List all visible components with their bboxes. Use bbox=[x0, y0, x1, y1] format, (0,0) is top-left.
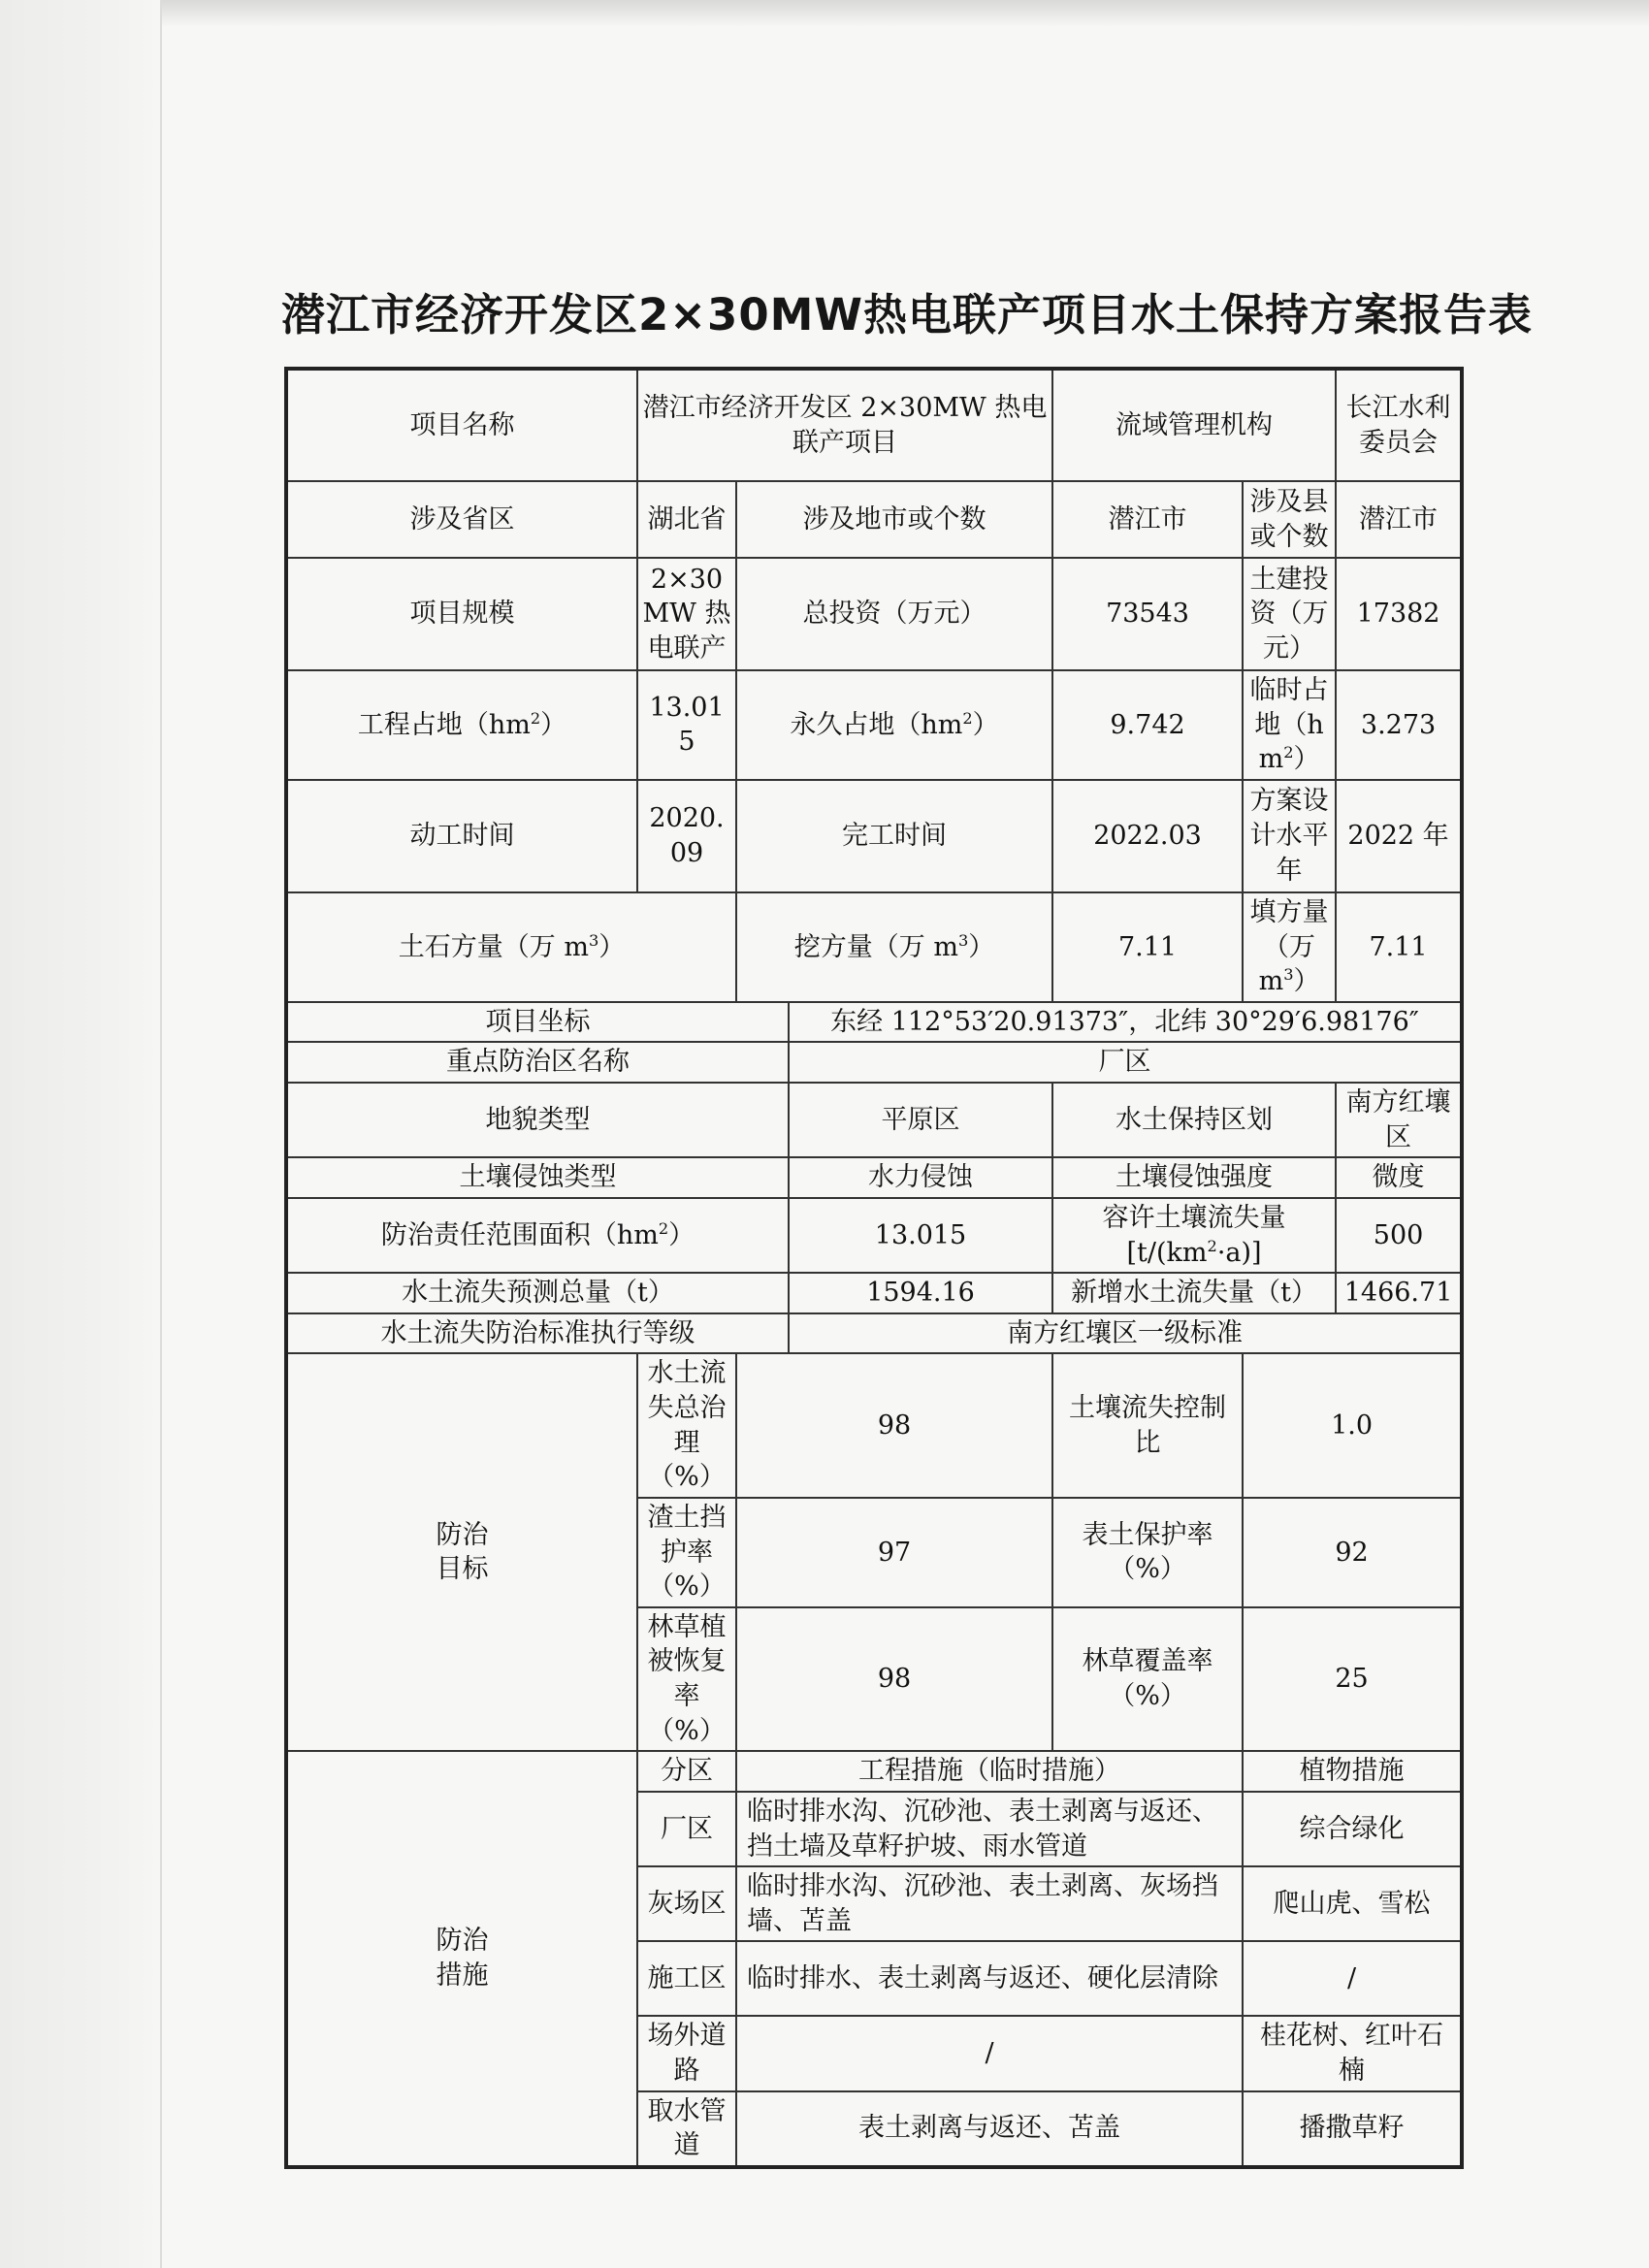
row-land bbox=[286, 670, 1462, 780]
value-city: 潜江市 bbox=[1052, 481, 1243, 558]
measure-engineering: 临时排水沟、沉砂池、表土剥离与返还、挡土墙及草籽护坡、雨水管道 bbox=[736, 1792, 1243, 1866]
value-key-zone: 厂区 bbox=[789, 1042, 1462, 1083]
header-engineering: 工程措施（临时措施） bbox=[736, 1751, 1243, 1792]
row-schedule bbox=[286, 780, 1462, 892]
measure-plant: / bbox=[1243, 1941, 1462, 2016]
target-value: 1.0 bbox=[1243, 1353, 1462, 1498]
target-name: 林草覆盖率（%） bbox=[1052, 1607, 1243, 1752]
label-responsibility-area: 防治责任范围面积$(hm^2)$ bbox=[286, 1198, 789, 1273]
label-civil-investment: 土建投资（万元） bbox=[1243, 558, 1336, 670]
value-permanent-land: 9.742 bbox=[1052, 670, 1243, 780]
row-province bbox=[286, 481, 1462, 558]
label-allowable-loss: 容许土壤流失量 $[t/(km^2\cdot a)]$ bbox=[1052, 1198, 1336, 1273]
value-loss-forecast: 1594.16 bbox=[789, 1273, 1052, 1313]
target-name: 水土流失总治理（%） bbox=[637, 1353, 736, 1498]
header-plant: 植物措施 bbox=[1243, 1751, 1462, 1792]
value-erosion-intensity: 微度 bbox=[1336, 1157, 1462, 1198]
label-coordinates: 项目坐标 bbox=[286, 1002, 789, 1043]
row-coordinates bbox=[286, 1002, 1462, 1043]
value-responsibility-area: 13.015 bbox=[789, 1198, 1052, 1273]
label-project-name: 项目名称 bbox=[286, 369, 637, 481]
label-design-year: 方案设计水平年 bbox=[1243, 780, 1336, 892]
row-earthwork bbox=[286, 892, 1462, 1002]
measure-plant: 爬山虎、雪松 bbox=[1243, 1866, 1462, 1941]
value-total-investment: 73543 bbox=[1052, 558, 1243, 670]
value-county: 潜江市 bbox=[1336, 481, 1462, 558]
target-name: 土壤流失控制比 bbox=[1052, 1353, 1243, 1498]
row-project-name bbox=[286, 369, 1462, 481]
label-fill: 填方量（万 $m^3$） bbox=[1243, 892, 1336, 1002]
report-table bbox=[284, 367, 1464, 2169]
value-province: 湖北省 bbox=[637, 481, 736, 558]
row-scale bbox=[286, 558, 1462, 670]
label-total-investment: 总投资（万元） bbox=[736, 558, 1052, 670]
measure-zone: 厂区 bbox=[637, 1792, 736, 1866]
measure-plant: 综合绿化 bbox=[1243, 1792, 1462, 1866]
label-conservation-zone: 水土保持区划 bbox=[1052, 1083, 1336, 1157]
target-row bbox=[286, 1353, 1462, 1498]
measure-plant: 播撒草籽 bbox=[1243, 2091, 1462, 2167]
label-landform: 地貌类型 bbox=[286, 1083, 789, 1157]
target-value: 98 bbox=[736, 1353, 1052, 1498]
label-new-loss: 新增水土流失量（t） bbox=[1052, 1273, 1336, 1313]
value-conservation-zone: 南方红壤区 bbox=[1336, 1083, 1462, 1157]
label-earthwork: 土石方量（万 $m^3$） bbox=[286, 892, 736, 1002]
label-start-date: 动工时间 bbox=[286, 780, 637, 892]
row-loss-forecast bbox=[286, 1273, 1462, 1313]
target-name: 渣土挡护率（%） bbox=[637, 1498, 736, 1607]
value-finish-date: 2022.03 bbox=[1052, 780, 1243, 892]
target-value: 98 bbox=[736, 1607, 1052, 1752]
label-temporary-land: 临时占地$(hm^2)$ bbox=[1243, 670, 1336, 780]
label-land-area: 工程占地$(hm^2)$ bbox=[286, 670, 637, 780]
measure-engineering: 临时排水、表土剥离与返还、硬化层清除 bbox=[736, 1941, 1243, 2016]
value-fill: 7.11 bbox=[1336, 892, 1462, 1002]
value-new-loss: 1466.71 bbox=[1336, 1273, 1462, 1313]
label-scale: 项目规模 bbox=[286, 558, 637, 670]
label-basin-agency: 流域管理机构 bbox=[1052, 369, 1336, 481]
measure-zone: 场外道路 bbox=[637, 2016, 736, 2090]
value-start-date: 2020.09 bbox=[637, 780, 736, 892]
label-city: 涉及地市或个数 bbox=[736, 481, 1052, 558]
value-landform: 平原区 bbox=[789, 1083, 1052, 1157]
label-key-zone: 重点防治区名称 bbox=[286, 1042, 789, 1083]
scan-top-shadow bbox=[0, 0, 1649, 27]
value-project-name: 潜江市经济开发区 2×30MW 热电联产项目 bbox=[637, 369, 1052, 481]
value-land-area: 13.015 bbox=[637, 670, 736, 780]
scan-left-shadow bbox=[0, 0, 160, 2268]
target-value: 92 bbox=[1243, 1498, 1462, 1607]
target-name: 林草植被恢复率（%） bbox=[637, 1607, 736, 1752]
target-value: 97 bbox=[736, 1498, 1052, 1607]
measure-zone: 灰场区 bbox=[637, 1866, 736, 1941]
target-value: 25 bbox=[1243, 1607, 1462, 1752]
value-basin-agency: 长江水利委员会 bbox=[1336, 369, 1462, 481]
value-civil-investment: 17382 bbox=[1336, 558, 1462, 670]
label-targets: 防治目标 bbox=[286, 1353, 637, 1751]
row-landform bbox=[286, 1083, 1462, 1157]
measure-engineering: 临时排水沟、沉砂池、表土剥离、灰场挡墙、苫盖 bbox=[736, 1866, 1243, 1941]
measure-zone: 施工区 bbox=[637, 1941, 736, 2016]
label-excavation: 挖方量（万 $m^3$） bbox=[736, 892, 1052, 1002]
row-key-zone bbox=[286, 1042, 1462, 1083]
measure-plant: 桂花树、红叶石楠 bbox=[1243, 2016, 1462, 2090]
value-allowable-loss: 500 bbox=[1336, 1198, 1462, 1273]
page-title: 潜江市经济开发区2×30MW热电联产项目水土保持方案报告表 bbox=[281, 289, 1534, 340]
measure-engineering: 表土剥离与返还、苫盖 bbox=[736, 2091, 1243, 2167]
value-erosion-type: 水力侵蚀 bbox=[789, 1157, 1052, 1198]
label-measures: 防治措施 bbox=[286, 1751, 637, 2167]
row-responsibility bbox=[286, 1198, 1462, 1273]
label-erosion-intensity: 土壤侵蚀强度 bbox=[1052, 1157, 1336, 1198]
scan-fold-line bbox=[160, 0, 162, 2268]
label-province: 涉及省区 bbox=[286, 481, 637, 558]
label-erosion-type: 土壤侵蚀类型 bbox=[286, 1157, 789, 1198]
measure-engineering: / bbox=[736, 2016, 1243, 2090]
row-erosion-type bbox=[286, 1157, 1462, 1198]
value-excavation: 7.11 bbox=[1052, 892, 1243, 1002]
value-design-year: 2022 年 bbox=[1336, 780, 1462, 892]
value-coordinates: 东经 112°53′20.91373″，北纬 30°29′6.98176″ bbox=[789, 1002, 1462, 1043]
value-scale: 2×30MW 热电联产 bbox=[637, 558, 736, 670]
measure-zone: 取水管道 bbox=[637, 2091, 736, 2167]
value-temporary-land: 3.273 bbox=[1336, 670, 1462, 780]
label-standard: 水土流失防治标准执行等级 bbox=[286, 1313, 789, 1354]
label-county: 涉及县或个数 bbox=[1243, 481, 1336, 558]
row-standard bbox=[286, 1313, 1462, 1354]
header-zone: 分区 bbox=[637, 1751, 736, 1792]
label-loss-forecast: 水土流失预测总量（t） bbox=[286, 1273, 789, 1313]
target-name: 表土保护率（%） bbox=[1052, 1498, 1243, 1607]
label-finish-date: 完工时间 bbox=[736, 780, 1052, 892]
measures-header-row bbox=[286, 1751, 1462, 1792]
label-permanent-land: 永久占地$(hm^2)$ bbox=[736, 670, 1052, 780]
value-standard: 南方红壤区一级标准 bbox=[789, 1313, 1462, 1354]
